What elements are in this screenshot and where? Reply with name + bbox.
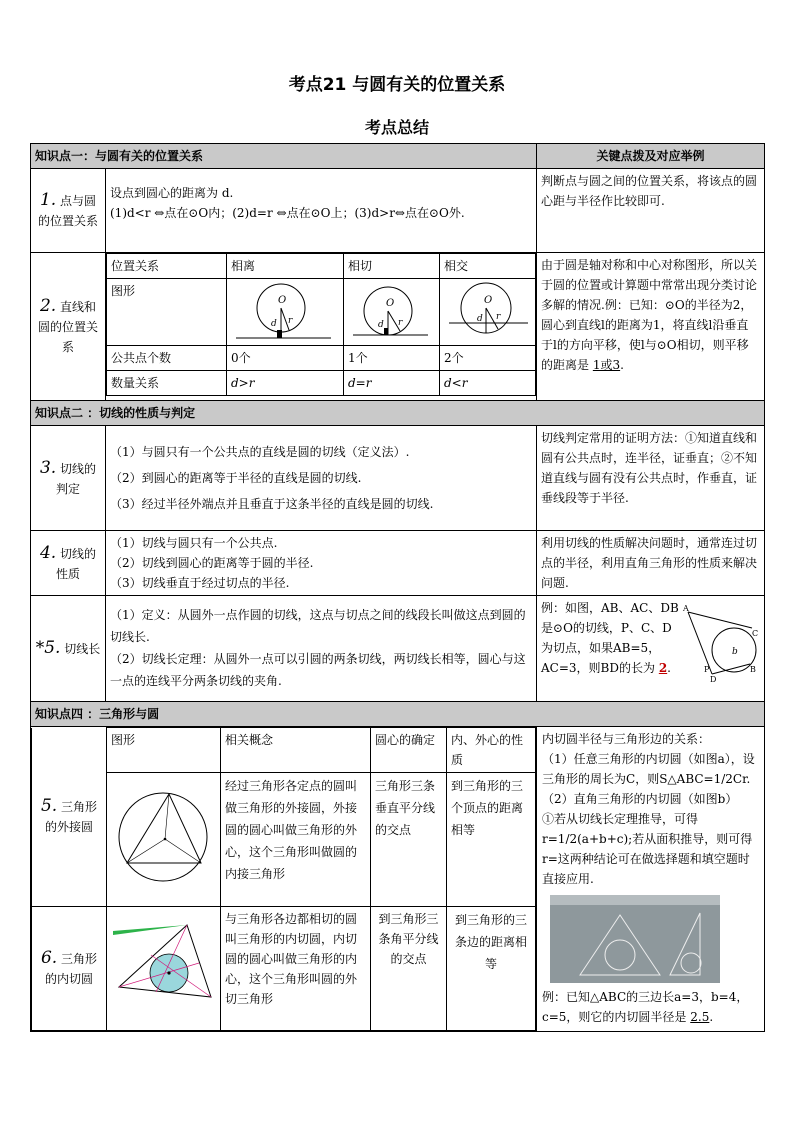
sub-header-2: 相切: [344, 254, 440, 279]
item2-note: [537, 253, 765, 401]
item3-content: [106, 426, 537, 531]
s3-item6-number: 6.: [40, 948, 58, 968]
item2-subtable-cell: [106, 253, 537, 401]
item3-line3: （3）经过半径外端点并且垂直于这条半径的直线是圆的切线.: [110, 497, 434, 511]
s3-note-answer: 2.5: [690, 1010, 710, 1024]
item5t-note: [537, 596, 765, 702]
section2-header: [31, 401, 765, 426]
fig-separate-d: d: [271, 319, 277, 329]
item5t-note-text: 例：如图，AB、AC、DB是⊙O的切线，P、C、D为切点，如果AB=5，AC=3，则BD的长为: [541, 601, 679, 675]
item1-label-cell: [31, 169, 106, 253]
item2-note-text: 由于圆是轴对称和中心对称图形，所以关于圆的位置或计算题中常常出现分类讨论多解的情况.例：已知：⊙O的半径为2，圆心到直线l的距离为1，将直线l沿垂直于l的方向平移，使l与⊙O相切，则平移的距离是: [541, 258, 758, 372]
sub-header-3: 相交: [440, 254, 536, 279]
fig-label-O: b: [732, 647, 738, 657]
sub-points-2: 1个: [344, 346, 440, 371]
item4-line1: （1）切线与圆只有一个公共点.: [110, 536, 278, 550]
s3-note-example: 例：已知△ABC的三边长a=3，b=4，c=5，则它的内切圆半径是: [542, 990, 749, 1024]
item2-label-cell: [31, 253, 106, 401]
page-subtitle: 考点总结: [364, 118, 429, 137]
sub-header-0: 位置关系: [107, 254, 227, 279]
fig-intersect-d: d: [477, 314, 483, 324]
item1-content: [106, 169, 537, 253]
s3-note-line2: （1）任意三角形的内切圆（如图a），设三角形的周长为C，则S△ABC=1/2Cr.: [542, 752, 755, 786]
circumcircle-figure: [111, 781, 215, 891]
s3-item5-concept: 经过三角形各定点的圆叫做三角形的外接圆，外接圆的圆心叫做三角形的外心，这个三角形叫做圆的内接三角形: [221, 773, 371, 907]
item4-line3: （3）切线垂直于经过切点的半径.: [110, 576, 290, 590]
sub-row-points: [107, 346, 536, 371]
s3-item6-label-cell: [32, 907, 107, 1031]
item4-line2: （2）切线到圆心的距离等于圆的半径.: [110, 556, 314, 570]
s3-note-end: .: [709, 1010, 714, 1024]
item3-label-cell: [31, 426, 106, 531]
s3-item5-label-cell: [32, 728, 107, 907]
fig-separate-r: r: [288, 316, 293, 326]
s3-item6-label: 三角形的内切圆: [44, 952, 98, 986]
s3-col-header-3: 内、外心的性质: [447, 728, 536, 773]
sub-points-1: 0个: [227, 346, 344, 371]
circumcircle-figure-cell: [107, 773, 221, 907]
line-circle-table: [106, 253, 536, 396]
fig-separate-o: O: [278, 295, 287, 306]
sub-row-relation: [107, 371, 536, 396]
section3-header: [31, 702, 765, 727]
item5t-number: *5.: [35, 638, 61, 658]
s3-item5-row: [32, 773, 536, 907]
s3-item6-row: [32, 907, 536, 1031]
item5t-note-end: .: [667, 661, 671, 675]
sub-relation-1: d>r: [227, 371, 344, 396]
s3-note-line4: ①若从切线长定理推导，可得r=1/2(a+b+c);若从面积推导，则可得r=这两种结论可在做选择题和填空题时直接应用.: [542, 812, 753, 886]
section2-header-text: 知识点二 ：切线的性质与判定: [31, 401, 765, 426]
item4-content: [106, 531, 537, 596]
item3-number: 3.: [39, 457, 57, 478]
item3-note: 切线判定常用的证明方法：①知道直线和圆有公共点时，连半径，证垂直；②不知道直线与圆有没有公共点时，作垂直，证垂线段等于半径.: [537, 426, 765, 531]
item2-note-answer: 1或3: [592, 358, 621, 372]
fig-label-B: B: [750, 665, 756, 674]
section1-header-left: 知识点一：与圆有关的位置关系: [31, 144, 537, 169]
s3-col-header-2: 圆心的确定: [371, 728, 447, 773]
fig-tangent: [348, 281, 436, 343]
item5t-note-answer: 2: [658, 661, 668, 675]
sub-relation-3: d<r: [440, 371, 536, 396]
fig-intersect-r: r: [496, 312, 501, 322]
section3-subtable-cell: [31, 727, 537, 1032]
section1-header-right: 关键点拨及对应举例: [537, 144, 765, 169]
row-item4: [31, 531, 765, 596]
incircle-figure-cell: [107, 907, 221, 1031]
fig-tangent-cell: [344, 279, 440, 346]
fig-tangent-r: r: [398, 318, 403, 328]
sub-header-1: 相离: [227, 254, 344, 279]
item3-line2: （2）到圆心的距离等于半径的直线是圆的切线.: [110, 471, 362, 485]
section3-note: [537, 727, 765, 1032]
s3-item5-label: 三角形的外接圆: [44, 800, 98, 835]
s3-col-header-0: 图形: [107, 728, 221, 773]
incircle-photo: [550, 895, 720, 983]
item5t-line1: （1）定义：从圆外一点作圆的切线，这点与切点之间的线段长叫做这点到圆的切线长.: [110, 608, 526, 644]
sub-row-header: [107, 254, 536, 279]
s3-note-line1: 内切圆半径与三角形边的关系：: [542, 732, 711, 746]
s3-item6-center: 到三角形三条角平分线的交点: [371, 907, 447, 1031]
s3-item5-center: 三角形三条垂直平分线的交点: [371, 773, 447, 907]
sub-points-0: 公共点个数: [107, 346, 227, 371]
fig-label-P: P: [704, 665, 710, 674]
page-title: 考点21 与圆有关的位置关系: [288, 75, 506, 95]
fig-label-A: A: [683, 604, 689, 613]
section3-header-text: 知识点四 ：三角形与圆: [31, 702, 765, 727]
fig-label-C: C: [752, 629, 759, 638]
item4-note: 利用切线的性质解决问题时，通常连过切点的半径，利用直角三角形的性质来解决问题.: [537, 531, 765, 596]
s3-item5-number: 5.: [40, 796, 58, 817]
row-item1: [31, 169, 765, 253]
item3-line1: （1）与圆只有一个公共点的直线是圆的切线（定义法）.: [110, 445, 410, 459]
s3-note-example-wrap: [542, 987, 759, 1027]
item5t-content: [106, 596, 537, 702]
item1-label: 点与圆的位置关系: [37, 194, 98, 228]
fig-tangent-d: d: [378, 320, 384, 330]
item5t-line2: （2）切线长定理：从圆外一点可以引圆的两条切线，两切线长相等，圆心与这一点的连线平分两条切线的夹角.: [110, 652, 526, 688]
sub-relation-0: 数量关系: [107, 371, 227, 396]
fig-label-D: D: [710, 675, 717, 682]
item1-line2: (1)d<r ⇔点在⊙O内；(2)d=r ⇔点在⊙O上；(3)d>r⇔点在⊙O外.: [110, 206, 465, 220]
sub-points-3: 2个: [440, 346, 536, 371]
item1-line1: 设点到圆心的距离为 d.: [110, 186, 234, 200]
fig-tangent-o: O: [386, 298, 395, 309]
sub-row-figure: [107, 279, 536, 346]
item1-number: 1.: [39, 190, 57, 210]
item1-note: 判断点与圆之间的位置关系，将该点的圆心距与半径作比较即可.: [537, 169, 765, 253]
item4-number: 4.: [39, 542, 57, 563]
row-section3: [31, 727, 765, 1032]
row-item2: [31, 253, 765, 401]
incircle-figure: [111, 917, 215, 1017]
item4-label-cell: [31, 531, 106, 596]
item4-label: 切线的性质: [55, 546, 97, 581]
fig-intersect-o: O: [484, 295, 493, 306]
item2-label: 直线和圆的位置关系: [37, 300, 98, 354]
tangent-length-figure: [682, 602, 762, 682]
fig-separate: [231, 281, 339, 343]
item5t-label-cell: [31, 596, 106, 702]
sub-relation-2: d=r: [344, 371, 440, 396]
item5t-note-text-wrap: [541, 598, 681, 678]
section1-header: [31, 144, 765, 169]
s3-item6-property: 到三角形的三条边的距离相等: [447, 907, 536, 1031]
item2-note-end: .: [620, 358, 624, 372]
s3-note-line3: （2）直角三角形的内切圆（如图b）: [542, 792, 738, 806]
summary-table: [30, 143, 765, 1032]
sub-figure-label: 图形: [107, 279, 227, 346]
item5t-label: 切线长: [64, 642, 101, 656]
triangle-circle-table: [31, 727, 536, 1031]
s3-col-header-1: 相关概念: [221, 728, 371, 773]
fig-separate-cell: [227, 279, 344, 346]
row-item3: [31, 426, 765, 531]
item3-label: 切线的判定: [55, 461, 97, 496]
item2-number: 2.: [39, 296, 57, 316]
s3-item6-concept: 与三角形各边都相切的圆叫三角形的内切圆，内切圆的圆心叫做三角形的内心，这个三角形叫圆的外切三角形: [221, 907, 371, 1031]
s3-item5-property: 到三角形的三个顶点的距离相等: [447, 773, 536, 907]
fig-intersect: [444, 281, 534, 343]
fig-intersect-cell: [440, 279, 536, 346]
s3-header-row: [32, 728, 536, 773]
row-item5-tangent: [31, 596, 765, 702]
